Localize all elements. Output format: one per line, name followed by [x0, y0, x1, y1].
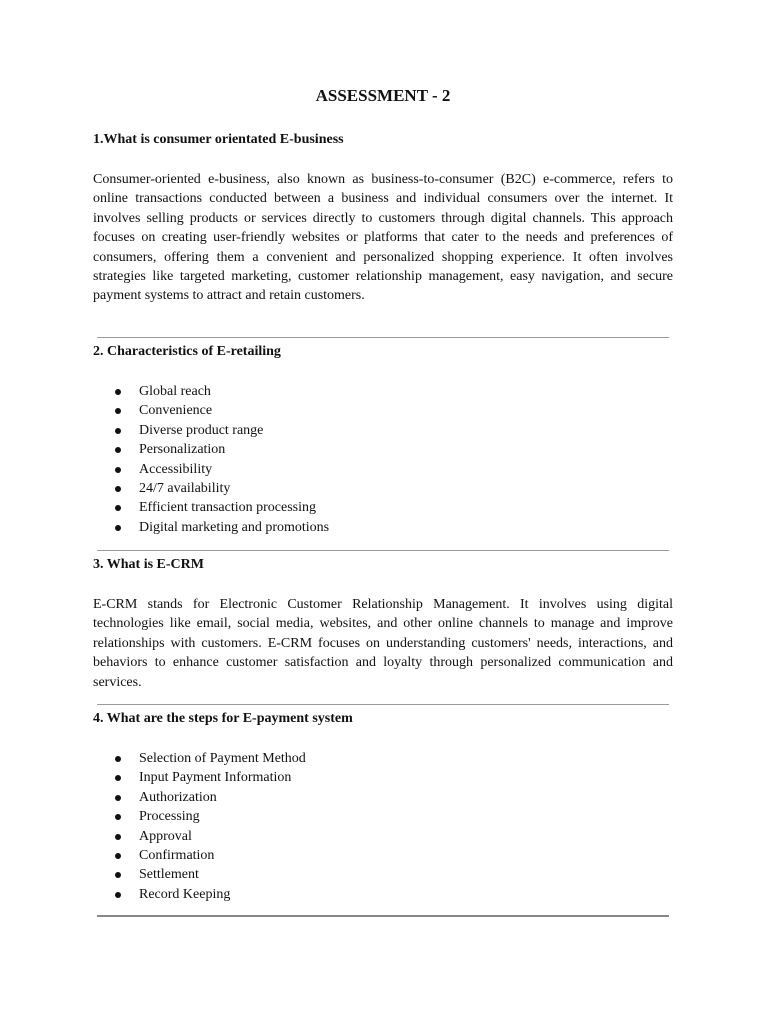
- list-item: Input Payment Information: [93, 768, 306, 787]
- section-2-heading: 2. Characteristics of E-retailing: [93, 344, 281, 359]
- section-1-paragraph: Consumer-oriented e-business, also known as business-to-consumer (B2C) e-commerce, refers to online transactions conducted between a business and individual consumers over the internet. It involves selling products or services directly to customers through digital channels. This approach focuses on creating user-friendly websites or platforms that cater to the needs and preferences of consumers, offering them a convenient and personalized shopping experience. It often involves strategies like targeted marketing, customer relationship management, easy navigation, and secure payment systems to attract and retain customers.: [93, 172, 673, 304]
- characteristics-list: [93, 382, 329, 537]
- list-item: Settlement: [93, 865, 306, 884]
- list-item: Diverse product range: [93, 421, 329, 440]
- list-item: Confirmation: [93, 846, 306, 865]
- list-item: Efficient transaction processing: [93, 498, 329, 517]
- bullet-icon: [115, 467, 121, 473]
- epayment-steps-list: [93, 749, 306, 904]
- divider: [97, 337, 669, 338]
- list-item: Convenience: [93, 401, 329, 420]
- bullet-icon: [115, 853, 121, 859]
- bullet-icon: [115, 486, 121, 492]
- section-4-heading: 4. What are the steps for E-payment system: [93, 711, 353, 726]
- bullet-icon: [115, 408, 121, 414]
- section-3-heading: 3. What is E-CRM: [93, 557, 204, 572]
- list-item: Record Keeping: [93, 885, 306, 904]
- bullet-icon: [115, 428, 121, 434]
- bullet-icon: [115, 795, 121, 801]
- list-item: Processing: [93, 807, 306, 826]
- bullet-icon: [115, 525, 121, 531]
- section-1-heading: 1.What is consumer orientated E-business: [93, 132, 344, 147]
- bullet-icon: [115, 756, 121, 762]
- bullet-icon: [115, 834, 121, 840]
- list-item: Approval: [93, 827, 306, 846]
- section-3-paragraph: E-CRM stands for Electronic Customer Relationship Management. It involves using digital technologies like email, social media, websites, and other online channels to manage and improve relationships with customers. E-CRM focuses on understanding customers' needs, interactions, and behaviors to enhance customer satisfaction and loyalty through personalized communication and services.: [93, 597, 673, 690]
- list-item: Authorization: [93, 788, 306, 807]
- bullet-icon: [115, 389, 121, 395]
- list-item: Personalization: [93, 440, 329, 459]
- bullet-icon: [115, 505, 121, 511]
- divider: [97, 915, 669, 917]
- list-item: Accessibility: [93, 460, 329, 479]
- list-item: Digital marketing and promotions: [93, 518, 329, 537]
- list-item: Selection of Payment Method: [93, 749, 306, 768]
- bullet-icon: [115, 814, 121, 820]
- divider: [97, 550, 669, 551]
- list-item: 24/7 availability: [93, 479, 329, 498]
- list-item: Global reach: [93, 382, 329, 401]
- bullet-icon: [115, 447, 121, 453]
- bullet-icon: [115, 892, 121, 898]
- divider: [97, 704, 669, 705]
- bullet-icon: [115, 872, 121, 878]
- document-title: ASSESSMENT - 2: [315, 86, 451, 105]
- bullet-icon: [115, 775, 121, 781]
